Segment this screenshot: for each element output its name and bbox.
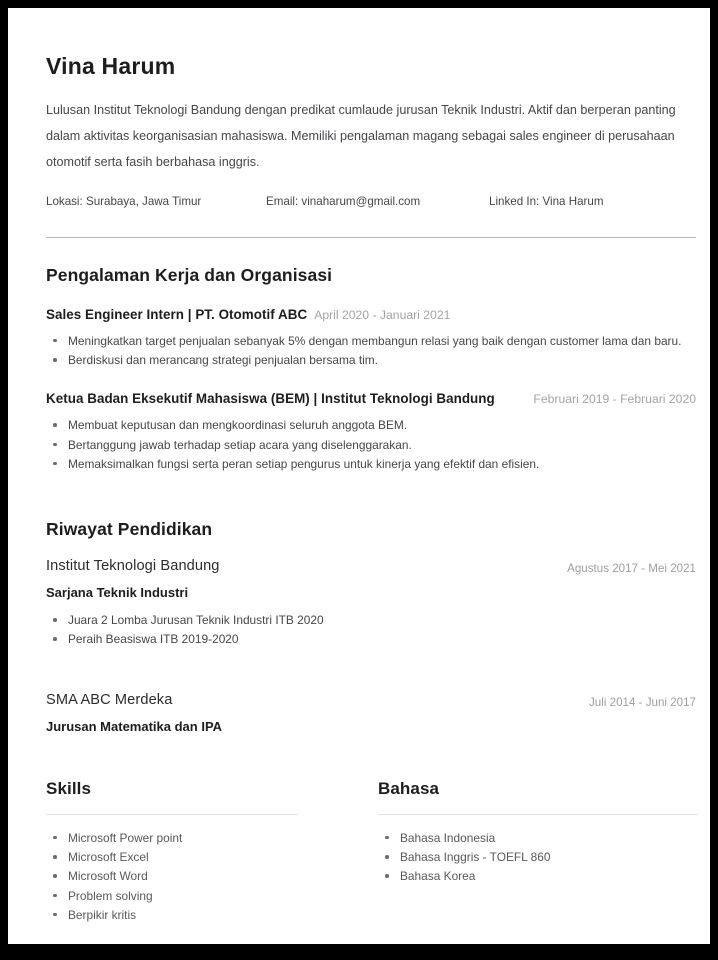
experience-entry	[46, 307, 696, 371]
experience-title: Ketua Badan Eksekutif Mahasiswa (BEM) | Institut Teknologi Bandung	[46, 391, 495, 407]
resume-content	[46, 8, 696, 925]
experience-entry-header	[46, 391, 696, 407]
list-item: Peraih Beasiswa ITB 2019-2020	[46, 630, 696, 649]
languages-column	[378, 779, 696, 925]
section-title-education: Riwayat Pendidikan	[46, 519, 213, 540]
contact-location: Lokasi: Surabaya, Jawa Timur	[46, 194, 202, 208]
list-item: Berdiskusi dan merancang strategi penjualan bersama tim.	[46, 351, 696, 370]
section-title-languages: Bahasa	[378, 778, 440, 798]
skills-column	[46, 779, 378, 925]
education-date: Agustus 2017 - Mei 2021	[567, 562, 696, 576]
education-entry	[46, 692, 696, 734]
experience-entry	[46, 391, 696, 474]
list-item: Bertanggung jawab terhadap setiap acara yang diselenggarakan.	[46, 436, 696, 455]
contact-linkedin: Linked In: Vina Harum	[489, 194, 604, 208]
experience-bullet-list	[46, 416, 696, 474]
education-degree: Jurusan Matematika dan IPA	[46, 718, 223, 734]
experience-date: April 2020 - Januari 2021	[314, 307, 451, 322]
languages-list	[378, 829, 696, 887]
bottom-columns	[46, 779, 696, 925]
education-degree: Sarjana Teknik Industri	[46, 585, 189, 601]
list-item: Juara 2 Lomba Jurusan Teknik Industri ITB 2020	[46, 611, 696, 630]
list-item: Meningkatkan target penjualan sebanyak 5% dengan membangun relasi yang baik dengan customer lama dan baru.	[46, 332, 696, 351]
resume-page	[8, 8, 710, 944]
education-school: SMA ABC Merdeka	[46, 691, 173, 708]
experience-entry-header	[46, 307, 696, 323]
education-date: Juli 2014 - Juni 2017	[589, 695, 696, 709]
experience-date: Februari 2019 - Februari 2020	[533, 392, 696, 407]
contact-email: Email: vinaharum@gmail.com	[266, 194, 421, 208]
list-item: Berpikir kritis	[46, 906, 378, 925]
education-entry	[46, 558, 696, 650]
candidate-name: Vina Harum	[46, 53, 176, 79]
section-title-experience: Pengalaman Kerja dan Organisasi	[46, 264, 333, 285]
skills-list	[46, 829, 378, 925]
section-title-skills: Skills	[46, 778, 92, 798]
education-bullet-list	[46, 611, 696, 650]
skills-divider	[46, 814, 298, 815]
list-item: Microsoft Word	[46, 867, 378, 886]
list-item: Bahasa Korea	[378, 867, 696, 886]
list-item: Bahasa Inggris - TOEFL 860	[378, 848, 696, 867]
list-item: Membuat keputusan dan mengkoordinasi seluruh anggota BEM.	[46, 416, 696, 435]
list-item: Microsoft Power point	[46, 829, 378, 848]
experience-bullet-list	[46, 332, 696, 371]
professional-summary: Lulusan Institut Teknologi Bandung dengan predikat cumlaude jurusan Teknik Industri. Aktif dan berperan panting dalam aktivitas keorganisasian mahasiswa. Memiliki pengalaman magang sebagai sales engineer di perusahaan otomotif serta fasih berbahasa inggris.	[46, 103, 676, 170]
list-item: Bahasa Indonesia	[378, 829, 696, 848]
education-school: Institut Teknologi Bandung	[46, 558, 220, 575]
list-item: Problem solving	[46, 887, 378, 906]
languages-divider	[378, 814, 698, 815]
contact-row	[46, 195, 696, 217]
list-item: Memaksimalkan fungsi serta peran setiap pengurus untuk kinerja yang efektif dan efisien.	[46, 455, 696, 474]
experience-title: Sales Engineer Intern | PT. Otomotif ABC	[46, 306, 308, 322]
list-item: Microsoft Excel	[46, 848, 378, 867]
